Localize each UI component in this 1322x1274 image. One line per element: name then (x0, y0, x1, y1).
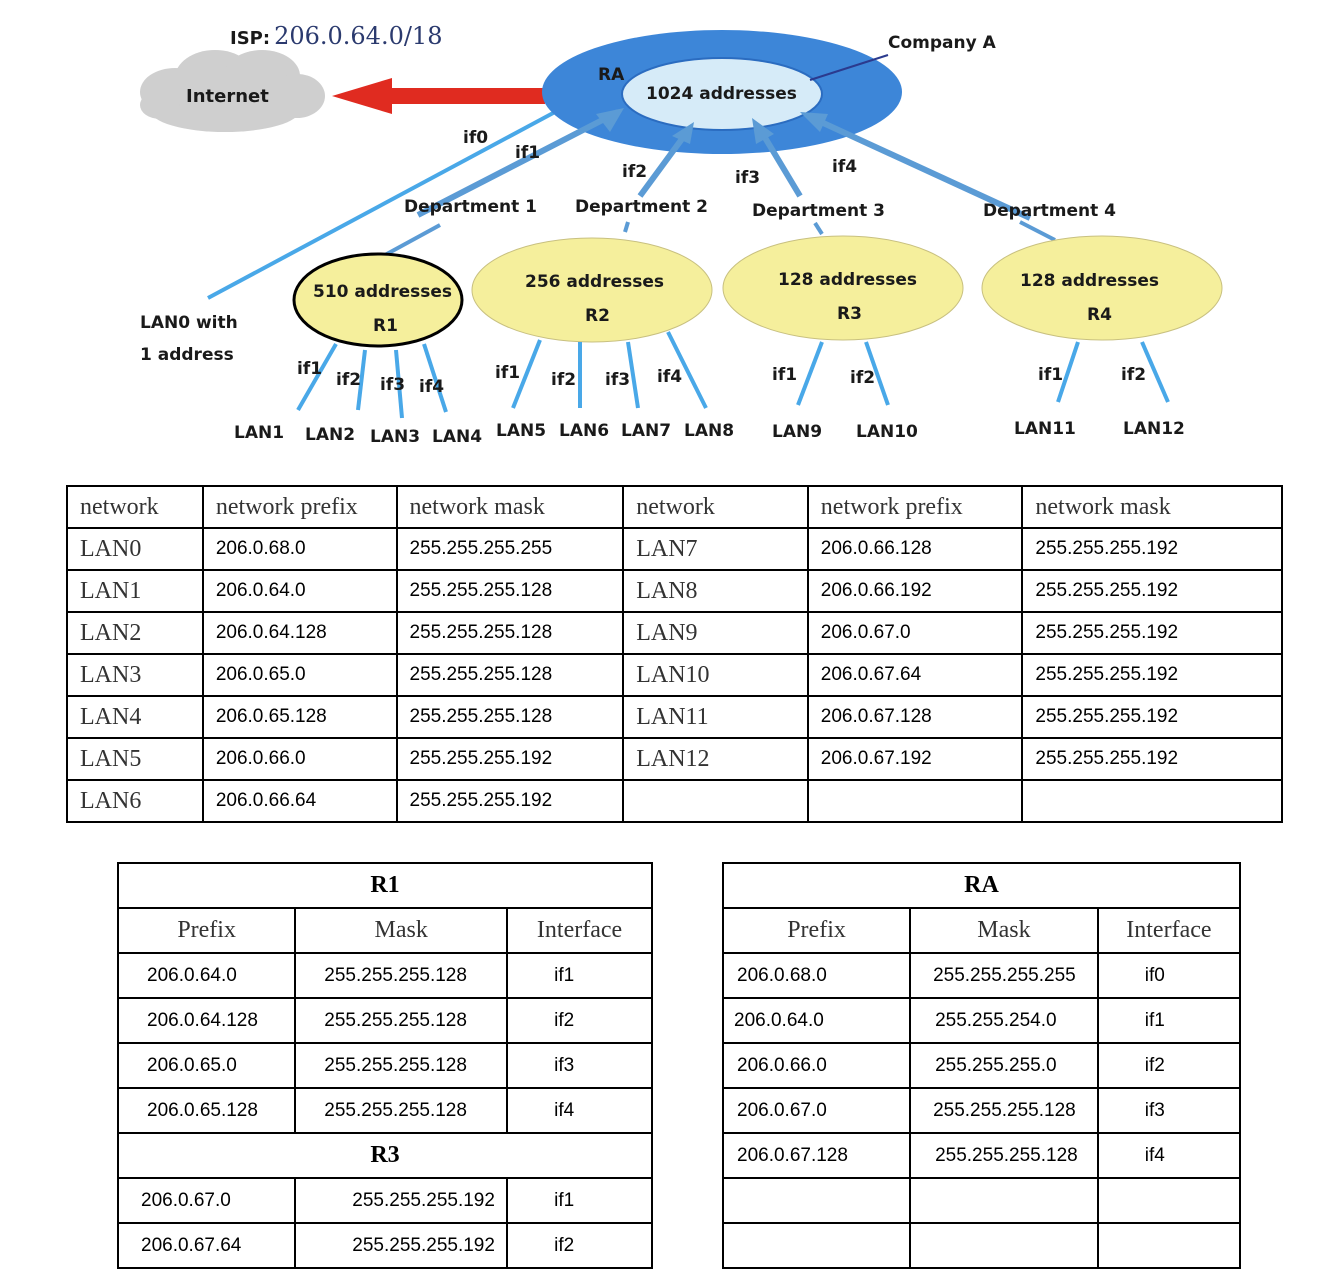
router-interfaces (297, 359, 1146, 397)
lan-prefix-table (66, 485, 1283, 823)
r3-title: R3 (118, 1133, 652, 1178)
department-3-label: Department 3 (752, 201, 886, 221)
header-cell: network mask (397, 486, 624, 528)
table-row (723, 1178, 1240, 1223)
lan-label: LAN9 (772, 422, 823, 442)
svg-text:if2: if2 (850, 368, 876, 388)
r4-addresses: 128 addresses (1020, 271, 1160, 291)
ra-addresses: 1024 addresses (646, 84, 797, 104)
ra-if0: if0 (463, 128, 489, 148)
table-row (723, 1223, 1240, 1268)
isp-label: ISP: (230, 28, 271, 49)
svg-text:if2: if2 (551, 370, 577, 390)
r1-router (294, 254, 462, 346)
r4-label: R4 (1087, 305, 1112, 325)
table-row: 206.0.68.0 255.255.255.255 if0 (723, 953, 1240, 998)
internet-label: Internet (186, 86, 269, 107)
r1-label: R1 (373, 316, 398, 336)
table-header-row: Prefix Mask Interface (723, 908, 1240, 953)
lan-label: LAN3 (370, 427, 421, 447)
internet-cloud (140, 50, 325, 132)
ra-if4: if4 (832, 157, 858, 177)
table-row: LAN1 206.0.64.0 255.255.255.128 LAN8 206.0.66.192 255.255.255.192 (67, 570, 1282, 612)
lan0-label-line2: 1 address (140, 345, 234, 365)
lan-label: LAN4 (432, 427, 483, 447)
r1-r3-routing-table (117, 862, 653, 1269)
network-diagram (0, 0, 1322, 470)
lan-label: LAN1 (234, 423, 285, 443)
lan-labels (234, 419, 1185, 447)
r2-label: R2 (585, 306, 610, 326)
r3-router (723, 236, 963, 340)
r3-addresses: 128 addresses (778, 270, 918, 290)
isp-title (230, 22, 442, 50)
table-row: LAN5 206.0.66.0 255.255.255.192 LAN12 206.0.67.192 255.255.255.192 (67, 738, 1282, 780)
table-row: LAN0 206.0.68.0 255.255.255.255 LAN7 206.0.66.128 255.255.255.192 (67, 528, 1282, 570)
lan-label: LAN8 (684, 421, 735, 441)
header-cell: network (623, 486, 808, 528)
table-row: 206.0.64.0 255.255.254.0 if1 (723, 998, 1240, 1043)
ra-title: RA (723, 863, 1240, 908)
lan-label: LAN11 (1014, 419, 1076, 439)
lan-label: LAN12 (1123, 419, 1185, 439)
svg-text:if2: if2 (336, 370, 362, 390)
ra-if2: if2 (622, 162, 648, 182)
table-row: 206.0.66.0 255.255.255.0 if2 (723, 1043, 1240, 1088)
table-row: LAN2 206.0.64.128 255.255.255.128 LAN9 206.0.67.0 255.255.255.192 (67, 612, 1282, 654)
table-row: 206.0.67.64 255.255.255.192 if2 (118, 1223, 652, 1268)
table-row: 206.0.67.0 255.255.255.128 if3 (723, 1088, 1240, 1133)
r1-title: R1 (118, 863, 652, 908)
company-label: Company A (888, 33, 996, 53)
svg-text:if2: if2 (1121, 365, 1147, 385)
table-row: 206.0.65.128 255.255.255.128 if4 (118, 1088, 652, 1133)
svg-text:if1: if1 (495, 363, 521, 383)
lan-label: LAN6 (559, 421, 610, 441)
r3-label: R3 (837, 304, 862, 324)
isp-block: 206.0.64.0/18 (274, 22, 443, 50)
header-cell: network (67, 486, 203, 528)
table-row: 206.0.67.128 255.255.255.128 if4 (723, 1133, 1240, 1178)
department-1-label: Department 1 (404, 197, 538, 217)
department-4-label: Department 4 (983, 201, 1117, 221)
table-row: LAN4 206.0.65.128 255.255.255.128 LAN11 206.0.67.128 255.255.255.192 (67, 696, 1282, 738)
lan-label: LAN2 (305, 425, 356, 445)
table-row: LAN3 206.0.65.0 255.255.255.128 LAN10 206.0.67.64 255.255.255.192 (67, 654, 1282, 696)
svg-text:if4: if4 (419, 377, 445, 397)
header-cell: network prefix (203, 486, 397, 528)
ra-if1: if1 (515, 143, 541, 163)
table-row: LAN6 206.0.66.64 255.255.255.192 (67, 780, 1282, 822)
table-row: 206.0.65.0 255.255.255.128 if3 (118, 1043, 652, 1088)
uplink-arrow (332, 78, 545, 114)
table-row: 206.0.67.0 255.255.255.192 if1 (118, 1178, 652, 1223)
ra-label: RA (598, 65, 625, 85)
svg-text:if3: if3 (380, 375, 406, 395)
header-cell: network mask (1022, 486, 1282, 528)
department-2-label: Department 2 (575, 197, 709, 217)
ra-if3: if3 (735, 168, 761, 188)
svg-text:if1: if1 (772, 365, 798, 385)
table-row: 206.0.64.0 255.255.255.128 if1 (118, 953, 652, 998)
table-row: 206.0.64.128 255.255.255.128 if2 (118, 998, 652, 1043)
r2-addresses: 256 addresses (525, 272, 665, 292)
svg-text:if1: if1 (297, 359, 323, 379)
r2-router (472, 238, 712, 342)
header-cell: network prefix (808, 486, 1023, 528)
svg-text:if1: if1 (1038, 365, 1064, 385)
table-header-row: Prefix Mask Interface (118, 908, 652, 953)
svg-text:if3: if3 (605, 370, 631, 390)
lan0-label-line1: LAN0 with (140, 313, 238, 333)
lan-label: LAN10 (856, 422, 918, 442)
lan-label: LAN5 (496, 421, 547, 441)
table-header-row (67, 486, 1282, 528)
r1-addresses: 510 addresses (313, 282, 453, 302)
lan-label: LAN7 (621, 421, 672, 441)
r4-router (982, 236, 1222, 340)
svg-text:if4: if4 (657, 367, 683, 387)
ra-routing-table (722, 862, 1241, 1269)
